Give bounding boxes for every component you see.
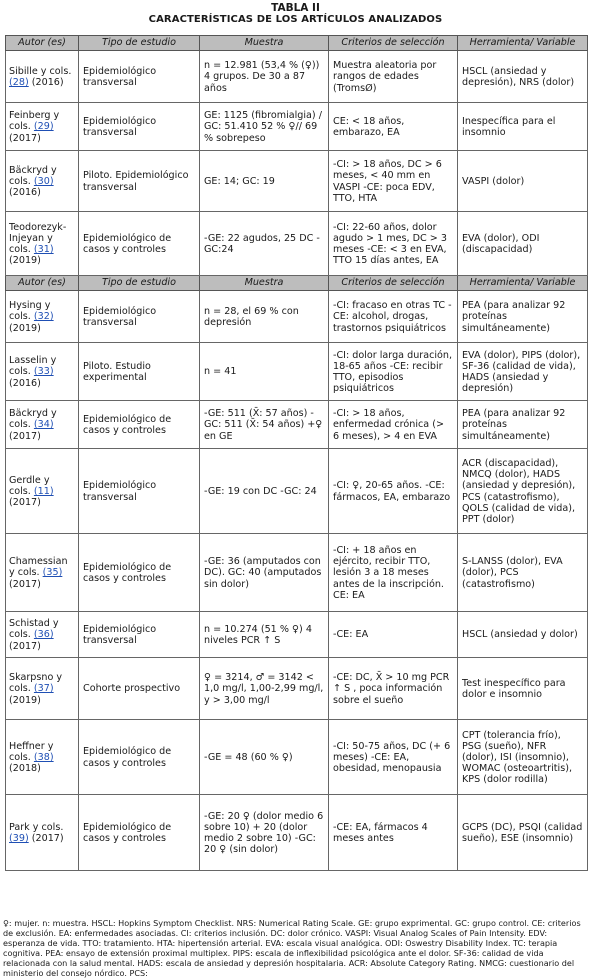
reference-link[interactable]: (37) [33,683,54,695]
table-row [6,449,588,534]
author-name: Hysing y cols. [9,300,51,323]
column-header: Herramienta/ Variable [458,36,588,51]
author-year: (2016) [9,377,41,389]
column-header: Autor (es) [6,36,79,51]
sample-cell: GE: 14; GC: 19 [200,151,329,212]
author-year: (2017) [28,833,64,844]
column-header: Tipo de estudio [79,36,200,51]
study-type-cell: Epidemiológico transversal [79,51,200,103]
author-year: (2017) [9,640,41,652]
author-name: Feinberg y cols. [9,110,60,133]
table-row [6,401,588,449]
tool-cell: S-LANSS (dolor), EVA (dolor), PCS (catastrofismo) [458,534,588,612]
column-header: Herramienta/ Variable [458,276,588,291]
author-year: (2019) [9,694,41,706]
sample-cell: -GE: 19 con DC -GC: 24 [200,449,329,534]
sample-cell: -GE = 48 (60 % ♀) [200,720,329,795]
table-row [6,534,588,612]
author-year: (2017) [9,430,41,442]
author-name: Teodorezyk-Injeyan y cols. [9,221,67,255]
author-year: (2019) [9,255,41,267]
author-year: (2018) [9,763,41,775]
author-name: Chamessian y cols. [9,556,68,579]
table-header-row [6,36,588,51]
table-number: TABLA II [271,2,320,14]
author-cell [6,612,79,658]
criteria-cell: -CE: DC, X̄ > 10 mg PCR ↑ S , poca información sobre el sueño [329,658,458,720]
author-name: Park y cols. [9,821,64,833]
study-type-cell: Epidemiológico de casos y controles [79,720,200,795]
author-name: Skarpsno y cols. [9,672,63,695]
table-row [6,343,588,401]
author-year: (2017) [9,578,41,590]
tool-cell: HSCL (ansiedad y depresión), NRS (dolor) [458,51,588,103]
criteria-cell: -CI: dolor larga duración, 18-65 años -CE: recibir TTO, episodios psiquiátricos [329,343,458,401]
column-header: Tipo de estudio [79,276,200,291]
column-header: Autor (es) [6,276,79,291]
reference-link[interactable]: (32) [33,311,54,323]
study-type-cell: Epidemiológico transversal [79,612,200,658]
author-cell [6,534,79,612]
study-type-cell: Piloto. Estudio experimental [79,343,200,401]
column-header: Criterios de selección [329,276,458,291]
criteria-cell: -CI: + 18 años en ejército, recibir TTO, lesión 3 a 18 meses antes de la inscripción. CE: EA [329,534,458,612]
table-footnote: ♀: mujer. n: muestra. HSCL: Hopkins Symptom Checklist. NRS: Numerical Rating Scale. GE: grupo exprimental. GC: grupo control. CE: criterios de exclusión. EA: enfermedades asociadas. CI: criterios inclusión. DC: dolor crónico. VASPI: Visual Analog Scales of Pain Intensity. EDV: esperanza de vida. TTO: tratamiento. HTA: hipertensión arterial. EVA: escala visual analógica. ODI: Oswestry Disability Index. TC: terapia cognitiva. PEA: ensayo de extensión proximal multiplex. PIPS: escala de inflexibilidad psicológica ante el dolor. SF-36: calidad de vida relacionada con la salud mental. HADS: escala de ansiedad y depresión hospitalaria. ACR: Absolute Category Rating. NMCG: cuestionario del ministerio del consejo nórdico. PCS: [3,918,581,978]
study-type-cell: Epidemiológico transversal [79,449,200,534]
tool-cell: HSCL (ansiedad y dolor) [458,612,588,658]
table-row [6,612,588,658]
tool-cell: GCPS (DC), PSQI (calidad sueño), ESE (insomnio) [458,795,588,871]
author-name: Lasselin y cols. [9,355,57,378]
table-header-row [6,276,588,291]
sample-cell: -GE: 20 ♀ (dolor medio 6 sobre 10) + 20 (dolor medio 2 sobre 10) -GC: 20 ♀ (sin dolor) [200,795,329,871]
tool-cell: Test inespecífico para dolor e insomnio [458,658,588,720]
reference-link[interactable]: (34) [33,419,54,431]
sample-cell: -GE: 511 (X̄: 57 años) -GC: 511 (X̄: 54 años) +♀ en GE [200,401,329,449]
column-header: Muestra [200,36,329,51]
reference-link[interactable]: (29) [33,121,54,133]
study-type-cell: Epidemiológico de casos y controles [79,401,200,449]
sample-cell: -GE: 36 (amputados con DC). GC: 40 (amputados sin dolor) [200,534,329,612]
tool-cell: Inespecífica para el insomnio [458,103,588,151]
tool-cell: VASPI (dolor) [458,151,588,212]
author-year: (2019) [9,322,41,334]
table-row [6,151,588,212]
tool-cell: ACR (discapacidad), NMCQ (dolor), HADS (ansiedad y depresión), PCS (catastrofismo), QOLS (calidad de vida), PPT (dolor) [458,449,588,534]
author-name: Bäckryd y cols. [9,408,57,431]
author-name: Bäckryd y cols. [9,164,57,187]
criteria-cell: -CI: ♀, 20-65 años. -CE: fármacos, EA, embarazo [329,449,458,534]
author-cell [6,212,79,276]
reference-link[interactable]: (28) [9,77,29,88]
sample-cell: -GE: 22 agudos, 25 DC -GC:24 [200,212,329,276]
sample-cell: n = 10.274 (51 % ♀) 4 niveles PCR ↑ S [200,612,329,658]
study-type-cell: Epidemiológico transversal [79,291,200,343]
table-row [6,795,588,871]
author-cell [6,658,79,720]
author-cell [6,401,79,449]
author-cell [6,343,79,401]
criteria-cell: -CI: fracaso en otras TC -CE: alcohol, drogas, trastornos psiquiátricos [329,291,458,343]
tool-cell: PEA (para analizar 92 proteínas simultáneamente) [458,401,588,449]
sample-cell: n = 41 [200,343,329,401]
reference-link[interactable]: (11) [33,485,54,497]
sample-cell: ♀ = 3214, ♂ = 3142 < 1,0 mg/l, 1,00-2,99 mg/l, y > 3,00 mg/l [200,658,329,720]
studies-table [5,35,588,871]
study-type-cell: Epidemiológico de casos y controles [79,212,200,276]
criteria-cell: -CI: 22-60 años, dolor agudo > 1 mes, DC > 3 meses -CE: < 3 en EVA, TTO 15 días antes, EA [329,212,458,276]
author-cell [6,449,79,534]
criteria-cell: -CI: 50-75 años, DC (+ 6 meses) -CE: EA, obesidad, menopausia [329,720,458,795]
reference-link[interactable]: (38) [33,751,54,763]
table-row [6,51,588,103]
tool-cell: CPT (tolerancia frío), PSG (sueño), NFR (dolor), ISI (insomnio), WOMAC (osteoartritis), KPS (dolor rodilla) [458,720,588,795]
author-cell [6,103,79,151]
table-caption [0,2,591,26]
author-cell [6,795,79,871]
author-cell [6,151,79,212]
reference-link[interactable]: (35) [42,567,63,579]
author-name: Schistad y cols. [9,618,59,641]
column-header: Muestra [200,276,329,291]
author-year: (2016) [9,187,41,199]
reference-link[interactable]: (31) [33,244,54,255]
tool-cell: EVA (dolor), ODI (discapacidad) [458,212,588,276]
author-name: Sibille y cols. [9,65,72,77]
table-row [6,658,588,720]
reference-link[interactable]: (39) [9,833,29,844]
table-row [6,212,588,276]
criteria-cell: Muestra aleatoria por rangos de edades (TromsØ) [329,51,458,103]
study-type-cell: Cohorte prospectivo [79,658,200,720]
table-title: CARACTERÍSTICAS DE LOS ARTÍCULOS ANALIZADOS [148,14,443,25]
author-name: Gerdle y cols. [9,474,50,497]
criteria-cell: -CI: > 18 años, DC > 6 meses, < 40 mm en VASPI -CE: poca EDV, TTO, HTA [329,151,458,212]
author-year: (2016) [28,77,64,88]
table-row [6,103,588,151]
criteria-cell: -CE: EA [329,612,458,658]
reference-link[interactable]: (33) [33,366,54,378]
sample-cell: n = 12.981 (53,4 % (♀)) 4 grupos. De 30 a 87 años [200,51,329,103]
criteria-cell: CE: < 18 años, embarazo, EA [329,103,458,151]
author-name: Heffner y cols. [9,740,54,763]
sample-cell: n = 28, el 69 % con depresión [200,291,329,343]
reference-link[interactable]: (30) [33,175,54,187]
author-year: (2017) [9,132,41,144]
tool-cell: EVA (dolor), PIPS (dolor), SF-36 (calidad de vida), HADS (ansiedad y depresión) [458,343,588,401]
study-type-cell: Epidemiológico de casos y controles [79,795,200,871]
table-row [6,720,588,795]
reference-link[interactable]: (36) [33,629,54,641]
table-row [6,291,588,343]
criteria-cell: -CI: > 18 años, enfermedad crónica (> 6 meses), > 4 en EVA [329,401,458,449]
study-type-cell: Epidemiológico de casos y controles [79,534,200,612]
author-cell [6,720,79,795]
study-type-cell: Piloto. Epidemiológico transversal [79,151,200,212]
sample-cell: GE: 1125 (fibromialgia) / GC: 51.410 52 % ♀// 69 % sobrepeso [200,103,329,151]
column-header: Criterios de selección [329,36,458,51]
criteria-cell: -CE: EA, fármacos 4 meses antes [329,795,458,871]
tool-cell: PEA (para analizar 92 proteínas simultáneamente) [458,291,588,343]
author-year: (2017) [9,497,41,509]
author-cell [6,291,79,343]
study-type-cell: Epidemiológico transversal [79,103,200,151]
author-cell [6,51,79,103]
